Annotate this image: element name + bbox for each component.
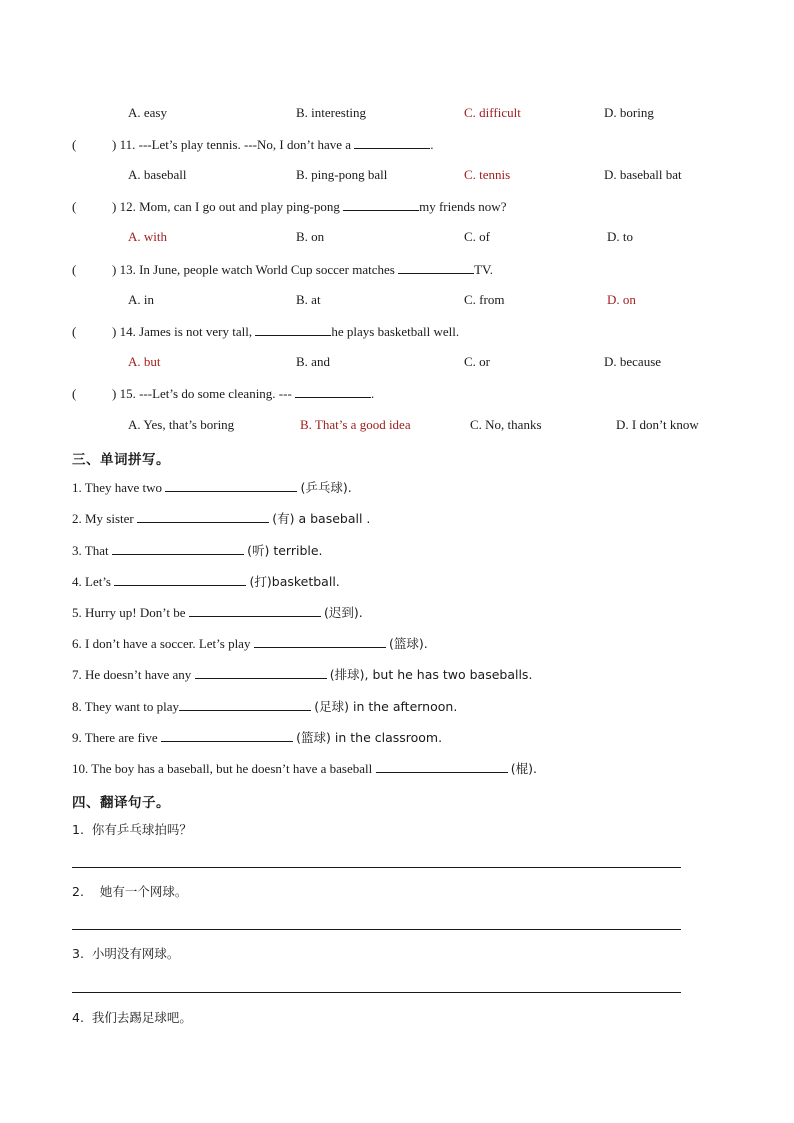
item-text: 7. He doesn’t have any — [72, 667, 192, 682]
answer-line[interactable] — [72, 992, 681, 993]
list-item — [72, 822, 192, 838]
q14-option-a: A. but — [128, 354, 161, 369]
item-text: 6. I don’t have a soccer. Let’s play — [72, 636, 251, 651]
item-text: 10. The boy has a baseball, but he doesn’t have a baseball — [72, 761, 373, 776]
answer-blank[interactable] — [398, 261, 474, 274]
list-item — [72, 729, 442, 746]
answer-paren-close: ) — [112, 137, 117, 152]
section4-title: 四、翻译句子。 — [72, 795, 170, 811]
item-number: 4. — [72, 1010, 84, 1025]
q15-option-b: B. That’s a good idea — [300, 417, 411, 432]
q14-option-b: B. and — [296, 354, 330, 369]
q12-option-c: C. of — [464, 229, 490, 244]
list-item — [72, 479, 352, 496]
q15-option-a: A. Yes, that’s boring — [128, 417, 235, 432]
list-item — [72, 635, 428, 652]
list-item — [72, 760, 537, 777]
q13-stem — [72, 261, 493, 278]
item-text: 2. My sister — [72, 511, 134, 526]
answer-blank[interactable] — [112, 542, 244, 555]
q13-text-post: TV. — [474, 262, 493, 277]
item-number: 1. — [72, 822, 84, 837]
item-text: 8. They want to play — [72, 699, 179, 714]
q13-option-a: A. in — [128, 292, 154, 307]
item-number: 3. — [72, 946, 84, 961]
q10-option-c: C. difficult — [464, 105, 521, 120]
item-hint: (棍). — [510, 761, 537, 776]
answer-paren-close: ) — [112, 324, 117, 339]
answer-blank[interactable] — [376, 760, 508, 773]
item-hint: (打)basketball. — [249, 574, 340, 589]
q15-stem — [72, 385, 374, 402]
q11-option-c: C. tennis — [464, 167, 511, 182]
item-hint: (乒乓球). — [300, 480, 352, 495]
answer-paren-close: ) — [112, 199, 117, 214]
item-text: 小明没有网球。 — [91, 946, 180, 961]
q14-option-c: C. or — [464, 354, 490, 369]
item-text: 3. That — [72, 543, 109, 558]
q12-option-d: D. to — [607, 229, 633, 244]
q15-text-post: . — [371, 386, 375, 401]
answer-blank[interactable] — [255, 323, 331, 336]
item-hint: (有) a baseball . — [272, 511, 371, 526]
answer-paren-open: ( — [72, 199, 77, 214]
answer-blank[interactable] — [114, 573, 246, 586]
q13-option-b: B. at — [296, 292, 321, 307]
answer-blank[interactable] — [354, 136, 430, 149]
answer-blank[interactable] — [343, 198, 419, 211]
item-hint: (排球), but he has two baseballs. — [329, 667, 533, 682]
q10-option-d: D. boring — [604, 105, 654, 120]
list-item — [72, 542, 323, 559]
item-text: 5. Hurry up! Don’t be — [72, 605, 186, 620]
item-text: 你有乒乓球拍吗？ — [91, 822, 192, 837]
item-hint: (迟到). — [324, 605, 363, 620]
list-item — [72, 1010, 192, 1026]
q15-option-c: C. No, thanks — [470, 417, 542, 432]
answer-blank[interactable] — [295, 385, 371, 398]
item-hint: (篮球). — [388, 636, 428, 651]
answer-blank[interactable] — [254, 635, 386, 648]
q12-option-b: B. on — [296, 229, 325, 244]
q11-option-d: D. baseball bat — [604, 167, 682, 182]
answer-line[interactable] — [72, 867, 681, 868]
answer-blank[interactable] — [165, 479, 297, 492]
list-item — [72, 946, 179, 962]
list-item — [72, 884, 187, 900]
q13-option-c: C. from — [464, 292, 505, 307]
q14-text: 14. James is not very tall, — [119, 324, 253, 339]
item-hint: (听) terrible. — [247, 543, 323, 558]
list-item — [72, 604, 363, 621]
item-hint: (篮球) in the classroom. — [296, 730, 443, 745]
q11-option-b: B. ping-pong ball — [296, 167, 388, 182]
q11-stem — [72, 136, 434, 153]
answer-blank[interactable] — [189, 604, 321, 617]
list-item — [72, 666, 532, 683]
list-item — [72, 698, 457, 715]
list-item — [72, 573, 340, 590]
list-item — [72, 510, 370, 527]
item-text: 她有一个网球。 — [99, 884, 188, 899]
item-text: 我们去踢足球吧。 — [91, 1010, 192, 1025]
answer-blank[interactable] — [195, 666, 327, 679]
item-text: 1. They have two — [72, 480, 163, 495]
q13-text: 13. In June, people watch World Cup soccer matches — [119, 262, 395, 277]
q10-option-a: A. easy — [128, 105, 167, 120]
item-text: 4. Let’s — [72, 574, 111, 589]
answer-paren-open: ( — [72, 324, 77, 339]
q12-text-post: my friends now? — [419, 199, 507, 214]
q15-text: 15. ---Let’s do some cleaning. --- — [119, 386, 292, 401]
q11-text: 11. ---Let’s play tennis. ---No, I don’t have a — [119, 137, 351, 152]
answer-blank[interactable] — [179, 698, 311, 711]
section3-title: 三、单词拼写。 — [72, 452, 170, 468]
answer-line[interactable] — [72, 929, 681, 930]
answer-paren-close: ) — [112, 262, 117, 277]
q14-text-post: he plays basketball well. — [331, 324, 460, 339]
q14-stem — [72, 323, 459, 340]
q12-option-a: A. with — [128, 229, 167, 244]
answer-blank[interactable] — [137, 510, 269, 523]
q14-option-d: D. because — [604, 354, 662, 369]
answer-paren-close: ) — [112, 386, 117, 401]
q12-text: 12. Mom, can I go out and play ping-pong — [119, 199, 340, 214]
answer-paren-open: ( — [72, 137, 77, 152]
q12-stem — [72, 198, 506, 215]
item-hint: (足球) in the afternoon. — [314, 699, 458, 714]
q11-text-post: . — [430, 137, 434, 152]
answer-blank[interactable] — [161, 729, 293, 742]
item-number: 2. — [72, 884, 84, 899]
item-text: 9. There are five — [72, 730, 158, 745]
q10-option-b: B. interesting — [296, 105, 367, 120]
q13-option-d: D. on — [607, 292, 636, 307]
q15-option-d: D. I don’t know — [616, 417, 699, 432]
answer-paren-open: ( — [72, 386, 77, 401]
answer-paren-open: ( — [72, 262, 77, 277]
q11-option-a: A. baseball — [128, 167, 187, 182]
